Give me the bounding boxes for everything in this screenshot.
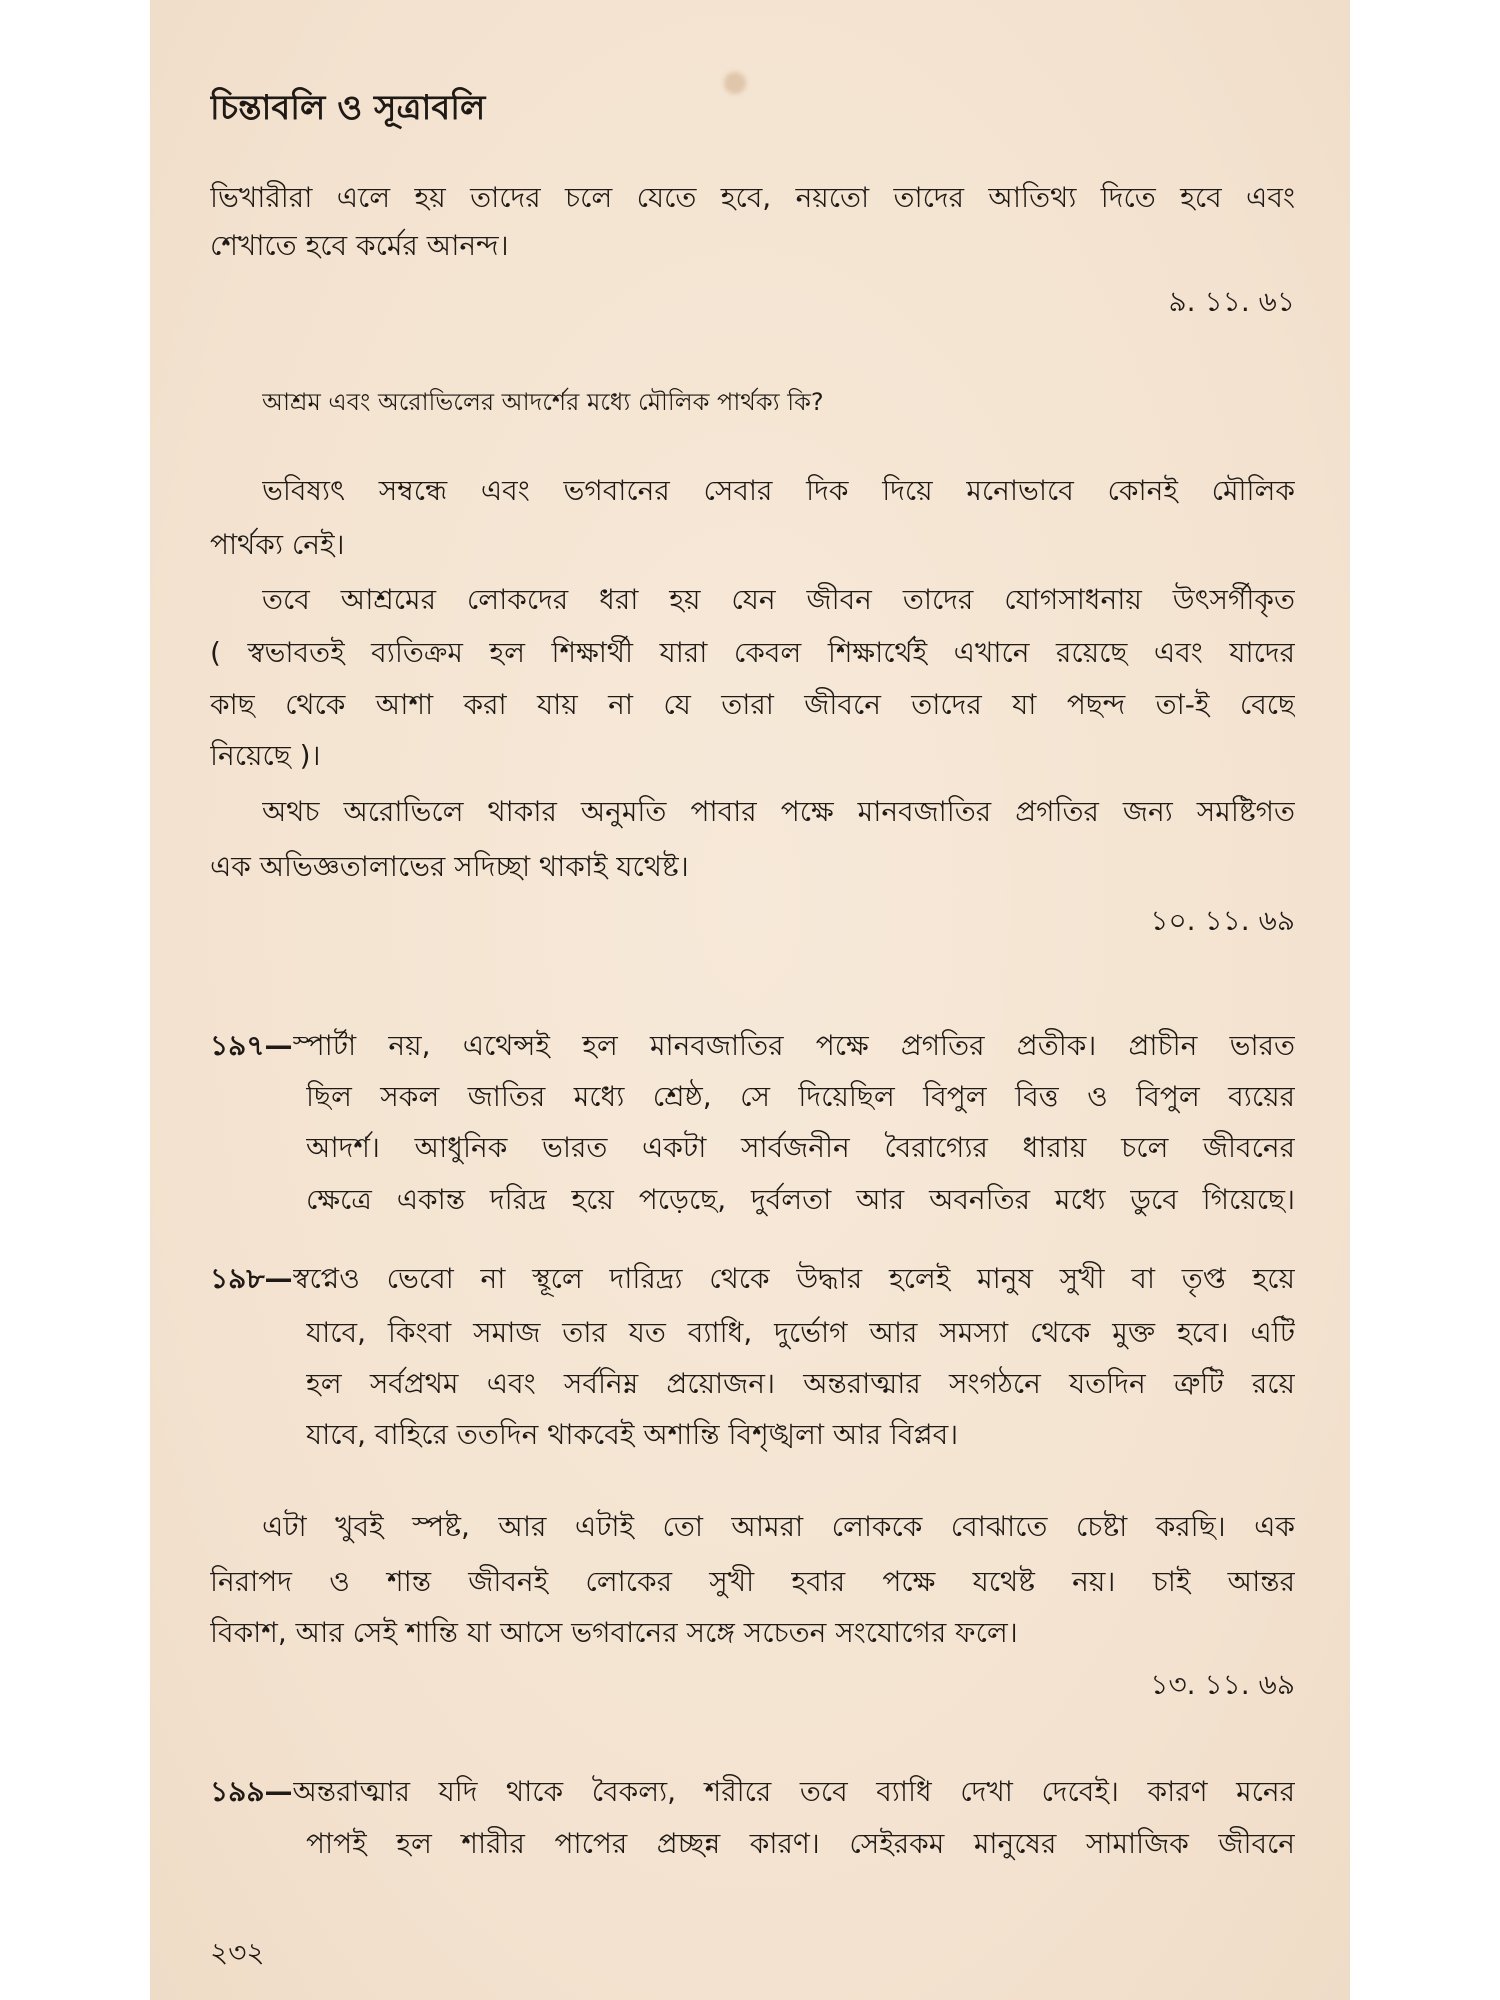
aphorism-199-first-line — [210, 1771, 1295, 1813]
text-line: এটা খুবই স্পষ্ট, আর এটাই তো আমরা লোককে বোঝাতে চেষ্টা করছি। এক — [262, 1510, 1295, 1543]
aphorism-number: ১৯৭— — [210, 1029, 293, 1062]
text-line: পাপই হল শারীর পাপের প্রচ্ছন্ন কারণ। সেইরকম মানুষের সামাজিক জীবনে — [306, 1827, 1295, 1860]
text-line: আদর্শ। আধুনিক ভারত একটা সার্বজনীন বৈরাগ্যের ধারায় চলে জীবনের — [306, 1131, 1295, 1164]
text-line: পার্থক্য নেই। — [210, 528, 345, 561]
text-line: ছিল সকল জাতির মধ্যে শ্রেষ্ঠ, সে দিয়েছিল বিপুল বিত্ত ও বিপুল ব্যয়ের — [306, 1080, 1295, 1113]
entry-date: ১৩. ১১. ৬৯ — [1150, 1668, 1295, 1701]
text-line: কাছ থেকে আশা করা যায় না যে তারা জীবনে তাদের যা পছন্দ তা-ই বেছে — [210, 688, 1295, 721]
aphorism-number: ১৯৮— — [210, 1262, 293, 1295]
text-line: শেখাতে হবে কর্মের আনন্দ। — [210, 229, 509, 262]
text-line: ভবিষ্যৎ সম্বন্ধে এবং ভগবানের সেবার দিক দিয়ে মনোভাবে কোনই মৌলিক — [262, 474, 1295, 507]
text-line: ( স্বভাবতই ব্যতিক্রম হল শিক্ষার্থী যারা কেবল শিক্ষার্থেই এখানে রয়েছে এবং যাদের — [210, 636, 1295, 669]
text-line: নিয়েছে )। — [210, 739, 321, 772]
entry-date: ১০. ১১. ৬৯ — [1150, 904, 1295, 937]
book-page — [150, 0, 1350, 2000]
text-line: যাবে, বাহিরে ততদিন থাকবেই অশান্তি বিশৃঙ্খলা আর বিপ্লব। — [306, 1418, 959, 1451]
aphorism-198-first-line — [210, 1258, 1295, 1300]
text-line: তবে আশ্রমের লোকদের ধরা হয় যেন জীবন তাদের যোগসাধনায় উৎসর্গীকৃত — [262, 583, 1295, 616]
aphorism-number: ১৯৯— — [210, 1775, 293, 1808]
running-head: চিন্তাবলি ও সূত্রাবলি — [210, 88, 486, 128]
text-line: এক অভিজ্ঞতালাভের সদিচ্ছা থাকাই যথেষ্ট। — [210, 850, 689, 883]
text-line: অথচ অরোভিলে থাকার অনুমতি পাবার পক্ষে মানবজাতির প্রগতির জন্য সমষ্টিগত — [262, 795, 1295, 828]
text-line: নিরাপদ ও শান্ত জীবনই লোকের সুখী হবার পক্ষে যথেষ্ট নয়। চাই আন্তর — [210, 1565, 1295, 1598]
text-line: যাবে, কিংবা সমাজ তার যত ব্যাধি, দুর্ভোগ আর সমস্যা থেকে মুক্ত হবে। এটি — [306, 1316, 1295, 1349]
text-line: অন্তরাত্মার যদি থাকে বৈকল্য, শরীরে তবে ব্যাধি দেখা দেবেই। কারণ মনের — [292, 1775, 1295, 1808]
text-line: বিকাশ, আর সেই শান্তি যা আসে ভগবানের সঙ্গে সচেতন সংযোগের ফলে। — [210, 1616, 1018, 1649]
question-line: আশ্রম এবং অরোভিলের আদর্শের মধ্যে মৌলিক পার্থক্য কি? — [262, 388, 824, 416]
text-line: স্পার্টা নয়, এথেন্সই হল মানবজাতির পক্ষে প্রগতির প্রতীক। প্রাচীন ভারত — [292, 1029, 1295, 1062]
aphorism-197-first-line — [210, 1025, 1295, 1067]
text-line: হল সর্বপ্রথম এবং সর্বনিম্ন প্রয়োজন। অন্তরাত্মার সংগঠনে যতদিন ত্রুটি রয়ে — [306, 1367, 1295, 1400]
page-number: ২৩২ — [210, 1936, 265, 1969]
text-line: স্বপ্নেও ভেবো না স্থূলে দারিদ্র্য থেকে উদ্ধার হলেই মানুষ সুখী বা তৃপ্ত হয়ে — [292, 1262, 1295, 1295]
text-line: ক্ষেত্রে একান্ত দরিদ্র হয়ে পড়েছে, দুর্বলতা আর অবনতির মধ্যে ডুবে গিয়েছে। — [306, 1183, 1295, 1216]
entry-date: ৯. ১১. ৬১ — [1168, 285, 1295, 318]
text-line: ভিখারীরা এলে হয় তাদের চলে যেতে হবে, নয়তো তাদের আতিথ্য দিতে হবে এবং — [210, 181, 1295, 214]
